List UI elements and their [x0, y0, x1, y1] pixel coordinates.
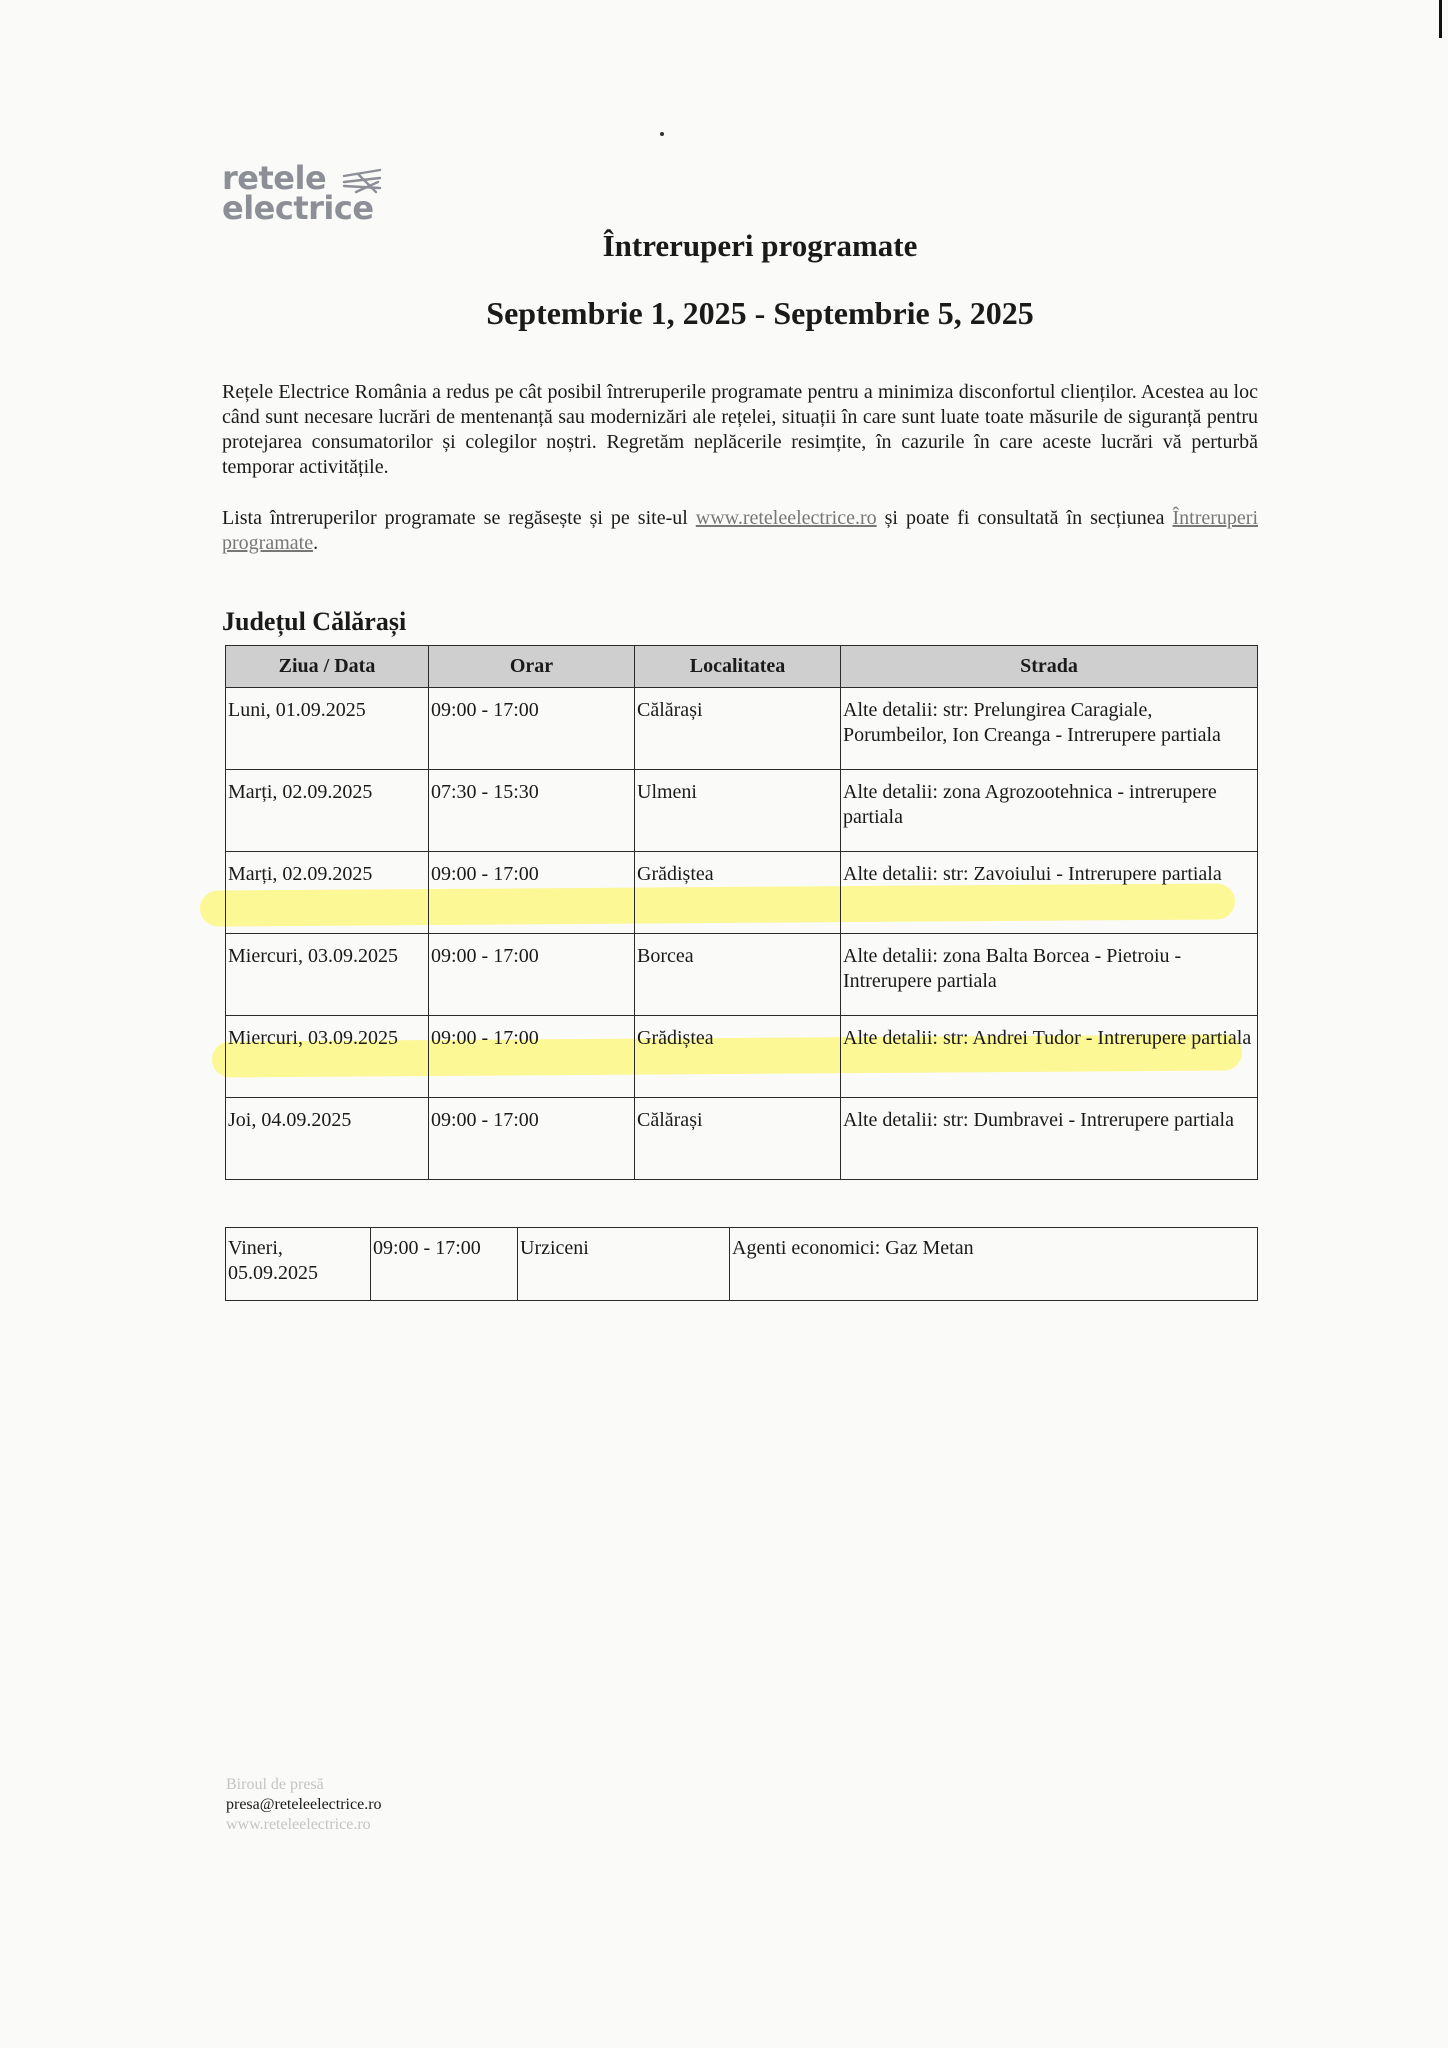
footer-office: Biroul de presă — [226, 1776, 324, 1793]
table-header-row — [226, 646, 1258, 688]
cell-date: Miercuri, 03.09.2025 — [226, 1016, 429, 1098]
footer-site[interactable]: www.reteleelectrice.ro — [226, 1816, 371, 1833]
page-period: Septembrie 1, 2025 - Septembrie 5, 2025 — [486, 295, 1034, 331]
column-header-time: Orar — [429, 646, 635, 688]
column-header-street: Strada — [841, 646, 1258, 688]
cell-date: Marți, 02.09.2025 — [226, 852, 429, 934]
cell-locality: Călărași — [635, 1098, 841, 1180]
site-reference-prefix: Lista întreruperilor programate se regăsește și pe site-ul — [222, 507, 688, 529]
cell-time: 09:00 - 17:00 — [371, 1228, 518, 1301]
cell-locality: Călărași — [635, 688, 841, 770]
cell-locality: Urziceni — [518, 1228, 730, 1301]
cell-locality: Ulmeni — [635, 770, 841, 852]
table-row — [226, 1016, 1258, 1098]
intro-paragraph: Rețele Electrice România a redus pe cât posibil întreruperile programate pentru a minimiza disconfortul clienților. Acestea au loc când sunt necesare lucrări de mentenanță sau modernizări ale rețelei, situații în care sunt luate toate măsurile de siguranță pentru protejarea consumatorilor și colegilor noștri. Regretăm neplăcerile resimțite, în cazurile în care aceste lucrări vă perturbă temporar activitățile. — [222, 381, 1258, 478]
table-row — [226, 1098, 1258, 1180]
cell-street: Alte detalii: zona Balta Borcea - Pietroiu - Intrerupere partiala — [841, 934, 1258, 1016]
cell-time: 09:00 - 17:00 — [429, 1098, 635, 1180]
site-reference-middle: și poate fi consultată în secțiunea — [884, 507, 1165, 529]
column-header-locality: Localitatea — [635, 646, 841, 688]
cell-time: 09:00 - 17:00 — [429, 934, 635, 1016]
cell-time: 09:00 - 17:00 — [429, 1016, 635, 1098]
table-row — [226, 770, 1258, 852]
logo-word-retele: retele — [222, 159, 327, 197]
cell-date: Joi, 04.09.2025 — [226, 1098, 429, 1180]
cell-time: 09:00 - 17:00 — [429, 688, 635, 770]
table-row — [226, 1228, 1258, 1301]
site-link[interactable]: www.reteleelectrice.ro — [695, 507, 877, 529]
cell-locality: Grădiștea — [635, 1016, 841, 1098]
cell-locality: Grădiștea — [635, 852, 841, 934]
outage-schedule-table — [225, 645, 1258, 1180]
cell-date: Miercuri, 03.09.2025 — [226, 934, 429, 1016]
cell-street: Alte detalii: zona Agrozootehnica - intrerupere partiala — [841, 770, 1258, 852]
cell-date: Vineri, 05.09.2025 — [226, 1228, 371, 1301]
cell-street: Alte detalii: str: Prelungirea Caragiale, Porumbeilor, Ion Creanga - Intrerupere partiala — [841, 688, 1258, 770]
cell-time: 09:00 - 17:00 — [429, 852, 635, 934]
scan-edge-mark — [1439, 0, 1442, 38]
cell-locality: Borcea — [635, 934, 841, 1016]
cell-details: Agenti economici: Gaz Metan — [730, 1228, 1258, 1301]
site-reference-suffix: . — [313, 532, 319, 554]
cell-street: Alte detalii: str: Zavoiului - Intrerupere partiala — [841, 852, 1258, 934]
cell-street: Alte detalii: str: Andrei Tudor - Intrerupere partiala — [841, 1016, 1258, 1098]
column-header-date: Ziua / Data — [226, 646, 429, 688]
cell-street: Alte detalii: str: Dumbravei - Intrerupere partiala — [841, 1098, 1258, 1180]
table-row — [226, 934, 1258, 1016]
site-reference-paragraph — [222, 506, 1258, 556]
county-heading: Județul Călărași — [222, 607, 407, 636]
cell-date: Luni, 01.09.2025 — [226, 688, 429, 770]
section-link[interactable]: Întreruperi programate — [222, 507, 1259, 554]
cell-time: 07:30 - 15:30 — [429, 770, 635, 852]
additional-outage-table — [225, 1227, 1258, 1301]
footer-email[interactable]: presa@reteleelectrice.ro — [226, 1796, 382, 1813]
logo-word-electrice: electrice — [222, 189, 374, 227]
table-row — [226, 688, 1258, 770]
table-row — [226, 852, 1258, 934]
cell-date: Marți, 02.09.2025 — [226, 770, 429, 852]
company-logo — [222, 159, 402, 232]
press-office-footer — [226, 1775, 382, 1835]
scan-speck — [660, 132, 664, 136]
page-title: Întreruperi programate — [602, 228, 918, 263]
